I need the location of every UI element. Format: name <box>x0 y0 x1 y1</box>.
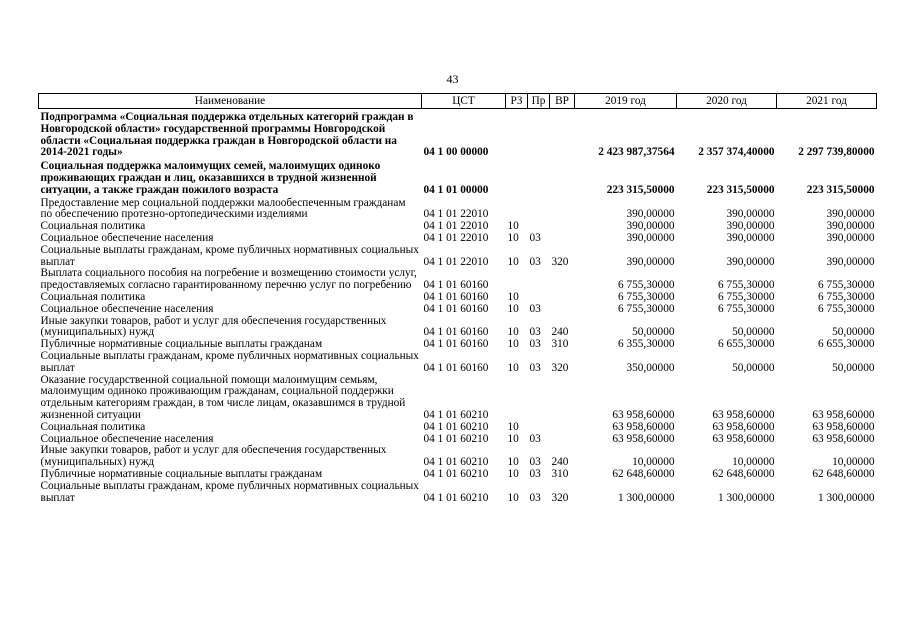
cell-2020: 390,00000 <box>726 220 775 233</box>
cell-cst: 04 1 01 60160 <box>423 279 489 292</box>
cell-2019: 6 755,30000 <box>618 290 675 303</box>
cell-name: Социальные выплаты гражданам, кроме публичных нормативных социальных выплат <box>40 349 419 374</box>
cell-vr <box>550 434 575 446</box>
cell-pr: 03 <box>529 255 541 268</box>
cell-rz: 10 <box>507 420 519 433</box>
cell-name: Иные закупки товаров, работ и услуг для обеспечения государственных (муниципальных) нужд <box>40 314 387 339</box>
table-row <box>39 304 877 316</box>
cell-2021: 50,00000 <box>832 326 875 339</box>
table-row <box>39 109 877 162</box>
cell-rz: 10 <box>507 432 519 445</box>
cell-2021: 63 958,60000 <box>812 432 875 445</box>
cell-2019: 6 755,30000 <box>618 279 675 292</box>
cell-rz <box>506 268 528 292</box>
table-row <box>39 268 877 292</box>
table-row <box>39 351 877 375</box>
cell-vr: 310 <box>551 467 569 480</box>
cell-2019: 1 300,00000 <box>618 491 675 504</box>
cell-2019: 10,00000 <box>632 456 675 469</box>
cell-pr: 03 <box>529 361 541 374</box>
cell-vr: 310 <box>551 338 569 351</box>
cell-pr: 03 <box>529 432 541 445</box>
header-name: Наименование <box>39 94 422 109</box>
cell-2020: 390,00000 <box>726 231 775 244</box>
header-2021: 2021 год <box>777 94 877 109</box>
cell-name: Социальное обеспечение населения <box>40 231 214 244</box>
cell-name: Публичные нормативные социальные выплаты гражданам <box>40 338 323 351</box>
cell-2021: 6 755,30000 <box>818 290 875 303</box>
cell-vr <box>550 292 575 304</box>
cell-pr: 03 <box>529 231 541 244</box>
cell-name: Подпрограмма «Социальная поддержка отдельных категорий граждан в Новгородской области» государственной программы Новгородской области «Социальная поддержка граждан в Новгородской области на 2014-2021 годы» <box>40 111 414 159</box>
cell-cst: 04 1 01 60210 <box>423 456 489 469</box>
cell-rz: 10 <box>507 467 519 480</box>
cell-cst: 04 1 01 60210 <box>423 432 489 445</box>
cell-pr: 03 <box>529 338 541 351</box>
cell-2021: 63 958,60000 <box>812 408 875 421</box>
cell-vr <box>550 233 575 245</box>
cell-rz: 10 <box>507 456 519 469</box>
cell-name: Социальное обеспечение населения <box>40 432 214 445</box>
cell-vr <box>550 198 575 222</box>
page-number: 43 <box>446 72 459 86</box>
cell-name: Социальное обеспечение населения <box>40 302 214 315</box>
header-2019: 2019 год <box>575 94 677 109</box>
cell-2021: 2 297 739,80000 <box>798 146 875 159</box>
table-row <box>39 445 877 469</box>
cell-2020: 6 755,30000 <box>718 290 775 303</box>
table-row <box>39 316 877 340</box>
budget-table <box>38 93 877 504</box>
cell-pr <box>528 268 550 292</box>
cell-2019: 63 958,60000 <box>612 432 675 445</box>
cell-2020: 1 300,00000 <box>718 491 775 504</box>
cell-pr: 03 <box>529 302 541 315</box>
cell-2021: 62 648,60000 <box>812 467 875 480</box>
cell-name: Социальные выплаты гражданам, кроме публичных нормативных социальных выплат <box>40 479 419 504</box>
cell-2020: 63 958,60000 <box>712 432 775 445</box>
cell-2019: 63 958,60000 <box>612 420 675 433</box>
cell-rz: 10 <box>507 361 519 374</box>
cell-2021: 390,00000 <box>826 255 875 268</box>
table-row <box>39 292 877 304</box>
cell-cst: 04 1 01 60160 <box>423 361 489 374</box>
cell-2020: 6 755,30000 <box>718 279 775 292</box>
cell-2019: 390,00000 <box>626 208 675 221</box>
header-cst: ЦСТ <box>422 94 506 109</box>
table-header-row <box>39 94 877 109</box>
cell-2019: 390,00000 <box>626 255 675 268</box>
cell-cst: 04 1 01 60160 <box>423 338 489 351</box>
cell-2020: 10,00000 <box>732 456 775 469</box>
cell-2021: 1 300,00000 <box>818 491 875 504</box>
cell-name: Социальные выплаты гражданам, кроме публичных нормативных социальных выплат <box>40 243 419 268</box>
cell-2019: 6 755,30000 <box>618 302 675 315</box>
table-row <box>39 161 877 197</box>
cell-rz: 10 <box>507 290 519 303</box>
cell-cst: 04 1 01 60210 <box>423 408 489 421</box>
cell-2021: 50,00000 <box>832 361 875 374</box>
cell-pr: 03 <box>529 456 541 469</box>
cell-rz: 10 <box>507 220 519 233</box>
cell-2020: 63 958,60000 <box>712 408 775 421</box>
cell-cst: 04 1 00 00000 <box>423 146 489 159</box>
header-pr: Пр <box>528 94 550 109</box>
cell-pr: 03 <box>529 326 541 339</box>
cell-vr: 240 <box>551 326 569 339</box>
cell-vr: 240 <box>551 456 569 469</box>
cell-rz: 10 <box>507 491 519 504</box>
cell-vr <box>550 422 575 434</box>
cell-rz <box>506 109 528 162</box>
cell-vr <box>550 221 575 233</box>
cell-2019: 350,00000 <box>626 361 675 374</box>
cell-name: Выплата социального пособия на погребение и возмещению стоимости услуг, предоставляемых согласно гарантированному перечню услуг по погребению <box>40 267 417 292</box>
cell-vr: 320 <box>551 361 569 374</box>
cell-cst: 04 1 01 00000 <box>423 183 489 196</box>
cell-pr <box>528 109 550 162</box>
cell-pr: 03 <box>529 467 541 480</box>
cell-2019: 390,00000 <box>626 220 675 233</box>
cell-vr: 320 <box>551 255 569 268</box>
cell-cst: 04 1 01 60160 <box>423 290 489 303</box>
cell-2019: 62 648,60000 <box>612 467 675 480</box>
table-row <box>39 375 877 422</box>
cell-2020: 2 357 374,40000 <box>698 146 775 159</box>
cell-rz: 10 <box>507 231 519 244</box>
cell-pr <box>528 422 550 434</box>
table-row <box>39 198 877 222</box>
cell-name: Социальная политика <box>40 290 146 303</box>
cell-2021: 10,00000 <box>832 456 875 469</box>
table-row <box>39 245 877 269</box>
cell-cst: 04 1 01 22010 <box>423 255 489 268</box>
cell-name: Иные закупки товаров, работ и услуг для обеспечения государственных (муниципальных) нужд <box>40 444 387 469</box>
cell-cst: 04 1 01 60160 <box>423 302 489 315</box>
cell-pr <box>528 292 550 304</box>
cell-2021: 63 958,60000 <box>812 420 875 433</box>
cell-pr <box>528 161 550 197</box>
cell-2019: 6 355,30000 <box>618 338 675 351</box>
cell-name: Социальная поддержка малоимущих семей, малоимущих одиноко проживающих граждан и лиц, оказавшихся в трудной жизненной ситуации, а также граждан пожилого возраста <box>40 160 381 196</box>
cell-rz <box>506 198 528 222</box>
cell-name: Предоставление мер социальной поддержки малообеспеченным гражданам по обеспечению протезно-ортопедическими изделиями <box>40 196 406 221</box>
cell-2019: 63 958,60000 <box>612 408 675 421</box>
cell-2021: 390,00000 <box>826 208 875 221</box>
cell-rz: 10 <box>507 255 519 268</box>
cell-rz <box>506 161 528 197</box>
cell-rz: 10 <box>507 338 519 351</box>
cell-name: Публичные нормативные социальные выплаты гражданам <box>40 467 323 480</box>
cell-rz: 10 <box>507 326 519 339</box>
cell-vr <box>550 375 575 422</box>
cell-vr <box>550 268 575 292</box>
cell-2020: 223 315,50000 <box>706 183 775 196</box>
table-row <box>39 469 877 481</box>
table-row <box>39 481 877 505</box>
cell-vr <box>550 304 575 316</box>
cell-2021: 390,00000 <box>826 231 875 244</box>
cell-pr <box>528 198 550 222</box>
cell-2020: 50,00000 <box>732 361 775 374</box>
table-body <box>39 109 877 505</box>
cell-2021: 6 755,30000 <box>818 279 875 292</box>
table-row <box>39 233 877 245</box>
cell-vr <box>550 161 575 197</box>
cell-2021: 6 755,30000 <box>818 302 875 315</box>
cell-2020: 390,00000 <box>726 255 775 268</box>
cell-2020: 6 755,30000 <box>718 302 775 315</box>
cell-rz: 10 <box>507 302 519 315</box>
cell-2020: 62 648,60000 <box>712 467 775 480</box>
header-2020: 2020 год <box>677 94 777 109</box>
cell-name: Социальная политика <box>40 220 146 233</box>
cell-2020: 63 958,60000 <box>712 420 775 433</box>
cell-cst: 04 1 01 60210 <box>423 491 489 504</box>
cell-pr: 03 <box>529 491 541 504</box>
cell-2021: 390,00000 <box>826 220 875 233</box>
header-rz: РЗ <box>506 94 528 109</box>
cell-cst: 04 1 01 60210 <box>423 467 489 480</box>
cell-vr: 320 <box>551 491 569 504</box>
cell-vr <box>550 109 575 162</box>
cell-name: Социальная политика <box>40 420 146 433</box>
header-vr: ВР <box>550 94 575 109</box>
cell-cst: 04 1 01 22010 <box>423 231 489 244</box>
cell-rz <box>506 375 528 422</box>
cell-2019: 223 315,50000 <box>606 183 675 196</box>
cell-2021: 6 655,30000 <box>818 338 875 351</box>
cell-2019: 50,00000 <box>632 326 675 339</box>
cell-2019: 2 423 987,37564 <box>598 146 675 159</box>
cell-2020: 390,00000 <box>726 208 775 221</box>
cell-pr <box>528 375 550 422</box>
cell-2020: 50,00000 <box>732 326 775 339</box>
cell-name: Оказание государственной социальной помощи малоимущим семьям, малоимущим одиноко проживающим гражданам, социальной поддержки отдельным категориям граждан, в том числе лицам, оказавшимся в трудной жизненной ситуации <box>40 373 406 421</box>
cell-cst: 04 1 01 22010 <box>423 220 489 233</box>
cell-2020: 6 655,30000 <box>718 338 775 351</box>
cell-cst: 04 1 01 60160 <box>423 326 489 339</box>
table-row <box>39 422 877 434</box>
cell-cst: 04 1 01 60210 <box>423 420 489 433</box>
cell-cst: 04 1 01 22010 <box>423 208 489 221</box>
cell-2019: 390,00000 <box>626 231 675 244</box>
cell-2021: 223 315,50000 <box>806 183 875 196</box>
